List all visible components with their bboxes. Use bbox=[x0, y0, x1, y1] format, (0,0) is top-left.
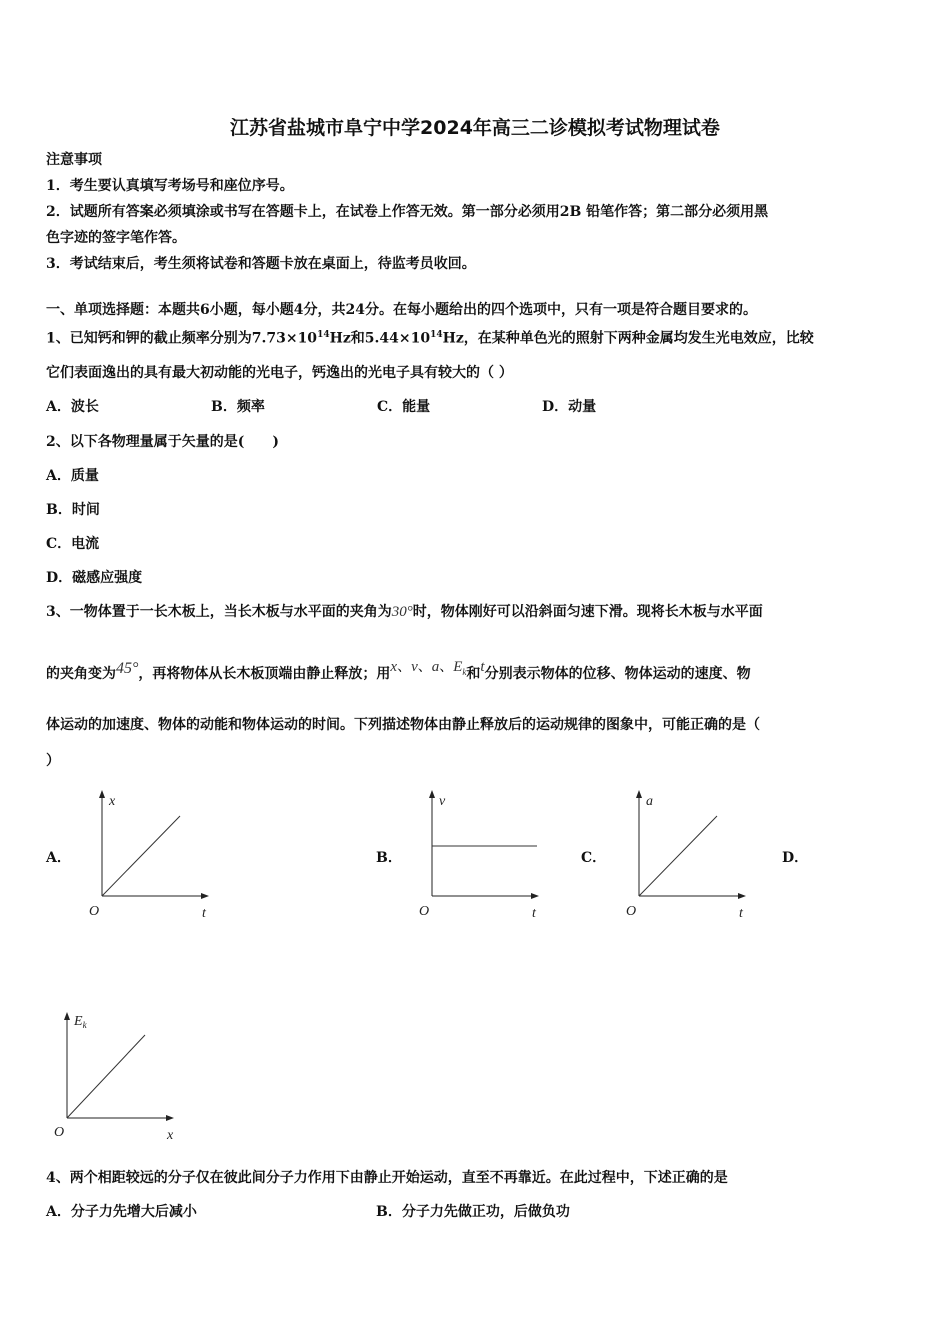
q1-exponent: 14 bbox=[317, 330, 330, 340]
q2-stem: 2、以下各物理量属于矢量的是( ) bbox=[46, 434, 279, 450]
x-axis-arrow-icon bbox=[531, 893, 539, 899]
q4-option-a: A．分子力先增大后减小 bbox=[46, 1204, 197, 1220]
origin-label: O bbox=[626, 904, 637, 919]
graph-b bbox=[415, 786, 555, 926]
q3-separator: 、 bbox=[439, 659, 454, 675]
y-axis-arrow-icon bbox=[429, 790, 435, 798]
q3-option-b-label: B． bbox=[376, 850, 402, 866]
q3-symbol: v bbox=[411, 659, 418, 675]
q2-option-d: D．磁感应强度 bbox=[46, 570, 143, 586]
x-axis-label: t bbox=[532, 906, 536, 921]
y-axis-label-main: E bbox=[74, 1014, 83, 1029]
q3-stem-line1 bbox=[46, 602, 763, 622]
q3-symbol: t bbox=[480, 659, 485, 675]
q1-text: 1、已知钙和钾的截止频率分别为7.73×10 bbox=[46, 330, 318, 347]
origin-label: O bbox=[419, 904, 430, 919]
x-axis-label: t bbox=[739, 906, 743, 921]
graph-line bbox=[67, 1035, 145, 1118]
graph-line bbox=[102, 816, 180, 896]
y-axis-label bbox=[73, 1014, 88, 1030]
q4-option-b: B．分子力先做正功，后做负功 bbox=[376, 1204, 570, 1220]
q3-stem-line2 bbox=[46, 659, 751, 689]
graph-c bbox=[622, 786, 762, 926]
y-axis-arrow-icon bbox=[636, 790, 642, 798]
notice-item: 2．试题所有答案必须填涂或书写在答题卡上，在试卷上作答无效。第一部分必须用2B 铅笔作答；第二部分必须用黑 bbox=[46, 204, 769, 220]
q3-text: 时，物体刚好可以沿斜面匀速下滑。现将长木板与水平面 bbox=[412, 604, 763, 620]
q3-option-d-label: D． bbox=[782, 850, 809, 866]
y-axis-label: x bbox=[109, 794, 116, 809]
q1-stem-line2: 它们表面逸出的具有最大初动能的光电子，钙逸出的光电子具有较大的（ ） bbox=[46, 365, 513, 381]
notice-heading: 注意事项 bbox=[46, 152, 102, 168]
q3-option-c-label: C． bbox=[581, 850, 607, 866]
x-axis-arrow-icon bbox=[201, 893, 209, 899]
q3-text: 3、一物体置于一长木板上，当长木板与水平面的夹角为 bbox=[46, 604, 392, 620]
origin-label: O bbox=[54, 1125, 65, 1140]
q3-symbol: x bbox=[390, 659, 398, 675]
q3-symbol: E bbox=[453, 659, 463, 675]
y-axis-label: v bbox=[439, 794, 446, 809]
graph-line bbox=[639, 816, 717, 896]
q1-text: Hz，在某种单色光的照射下两种金属均发生光电效应，比较 bbox=[442, 330, 814, 347]
y-axis-label-sub: k bbox=[82, 1020, 87, 1030]
q1-option-a: A．波长 bbox=[46, 399, 99, 415]
x-axis-label: x bbox=[167, 1128, 174, 1143]
graph-a bbox=[85, 786, 225, 926]
q1-option-c: C．能量 bbox=[377, 399, 431, 415]
x-axis-label: t bbox=[202, 906, 206, 921]
q2-option-b: B．时间 bbox=[46, 502, 100, 518]
q1-option-d: D．动量 bbox=[542, 399, 597, 415]
notice-item: 3．考试结束后，考生须将试卷和答题卡放在桌面上，待监考员收回。 bbox=[46, 256, 476, 272]
q3-subscript: k bbox=[462, 666, 467, 677]
x-axis-arrow-icon bbox=[166, 1115, 174, 1121]
q1-stem-line1 bbox=[46, 325, 814, 349]
q3-stem-line3: 体运动的加速度、物体的动能和物体运动的时间。下列描述物体由静止释放后的运动规律的图象中，可能正确的是（ bbox=[46, 717, 760, 733]
y-axis-arrow-icon bbox=[99, 790, 105, 798]
q3-separator: 、 bbox=[397, 659, 412, 675]
q3-angle: 30° bbox=[391, 604, 413, 620]
x-axis-arrow-icon bbox=[738, 893, 746, 899]
page-title: 江苏省盐城市阜宁中学2024年高三二诊模拟考试物理试卷 bbox=[230, 117, 720, 139]
q4-stem: 4、两个相距较远的分子仅在彼此间分子力作用下由静止开始运动，直至不再靠近。在此过程中，下述正确的是 bbox=[46, 1170, 728, 1186]
q3-text: 分别表示物体的位移、物体运动的速度、物 bbox=[484, 666, 751, 682]
q3-angle: 45° bbox=[116, 660, 139, 677]
q3-text: 和 bbox=[466, 666, 481, 682]
q1-exponent: 14 bbox=[430, 330, 443, 340]
y-axis-arrow-icon bbox=[64, 1012, 70, 1020]
section-heading: 一、单项选择题：本题共6小题，每小题4分，共24分。在每小题给出的四个选项中，只有一项是符合题目要求的。 bbox=[46, 302, 757, 318]
q3-separator: 、 bbox=[417, 659, 432, 675]
notice-item: 1．考生要认真填写考场号和座位序号。 bbox=[46, 178, 294, 194]
graph-d bbox=[50, 1008, 190, 1148]
q3-symbol: a bbox=[431, 659, 440, 675]
q3-text: 的夹角变为 bbox=[46, 666, 116, 682]
y-axis-label: a bbox=[646, 794, 653, 809]
q2-option-a: A．质量 bbox=[46, 468, 99, 484]
q2-option-c: C．电流 bbox=[46, 536, 100, 552]
q1-text: Hz和5.44×10 bbox=[329, 330, 431, 347]
notice-item: 色字迹的签字笔作答。 bbox=[46, 230, 186, 246]
q3-text: ，再将物体从长木板顶端由静止释放；用 bbox=[138, 666, 391, 682]
q1-option-b: B．频率 bbox=[211, 399, 265, 415]
q3-stem-line4: ） bbox=[46, 753, 60, 769]
origin-label: O bbox=[89, 904, 100, 919]
q3-option-a-label: A． bbox=[46, 850, 71, 866]
